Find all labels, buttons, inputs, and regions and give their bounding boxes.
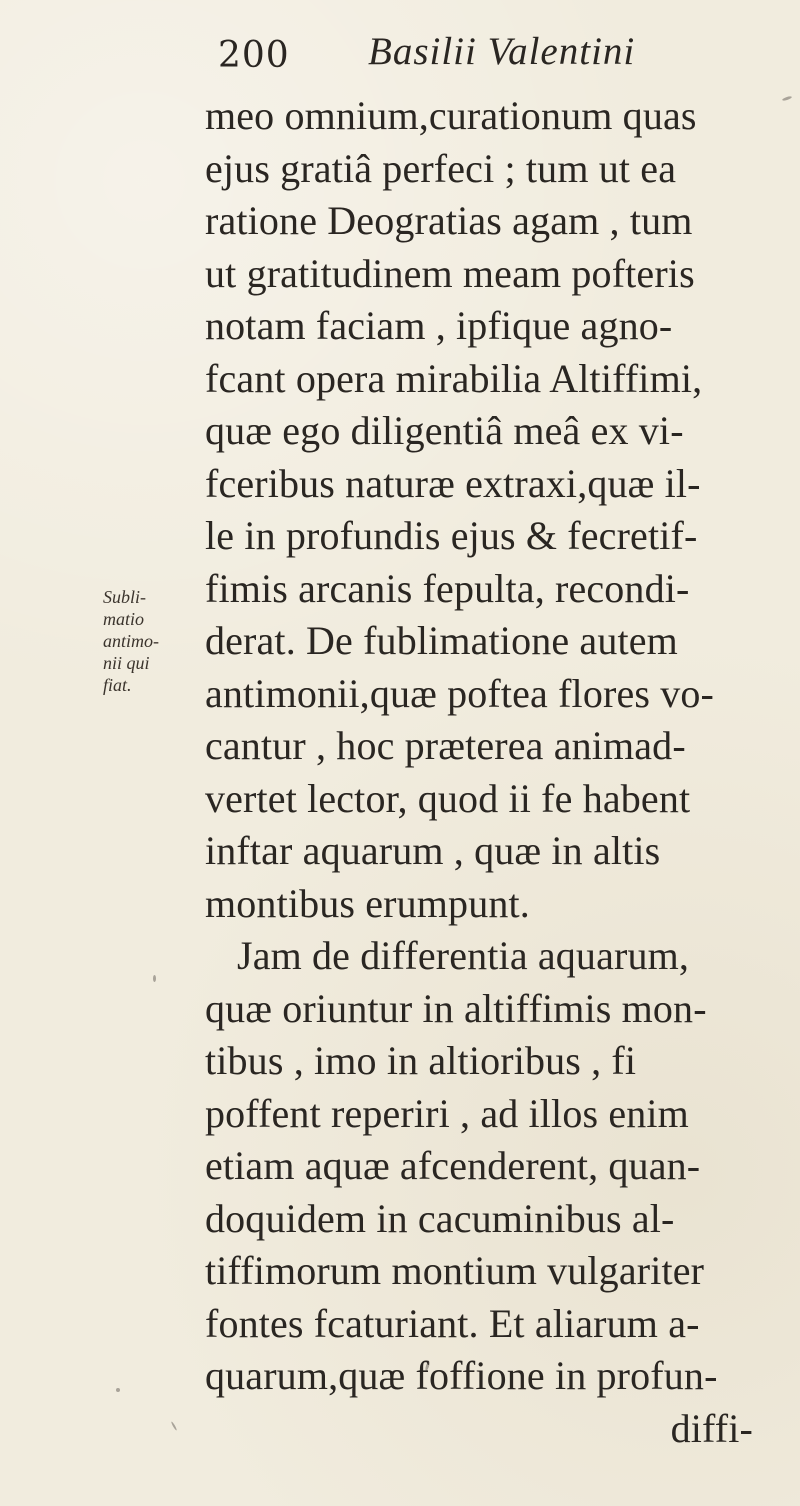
text-line: doquidem in cacuminibus al- <box>205 1195 675 1241</box>
text-line: quæ oriuntur in altiffimis mon- <box>205 985 707 1031</box>
text-line: tiffimorum montium vulgariter <box>205 1248 705 1293</box>
text-line: inftar aquarum , quæ in altis <box>205 828 661 873</box>
text-line: derat. De fublimatione autem <box>205 618 678 663</box>
text-line: montibus erumpunt. <box>205 880 530 926</box>
text-line: vertet lector, quod ii fe habent <box>205 775 691 821</box>
marginal-note-line: nii qui <box>103 653 150 673</box>
text-line: quæ ego diligentiâ meâ ex vi- <box>205 408 684 453</box>
text-line: meo omnium,curationum quas <box>205 93 697 138</box>
text-line: fimis arcanis fepulta, recondi- <box>205 565 690 611</box>
paper-speck <box>116 1388 120 1392</box>
paper-speck <box>153 975 156 982</box>
marginal-note-line: fiat. <box>103 675 132 695</box>
text-line: fceribus naturæ extraxi,quæ il- <box>205 460 701 506</box>
text-line: antimonii,quæ poftea flores vo- <box>205 670 714 716</box>
catchword: diffi- <box>670 1405 753 1451</box>
marginal-note <box>103 586 203 696</box>
body-text <box>205 90 795 1455</box>
marginal-note-line: Subli- <box>103 587 146 607</box>
text-line: ejus gratiâ perfeci ; tum ut ea <box>205 145 677 191</box>
marginal-note-line: antimo- <box>103 631 159 651</box>
text-line: fcant opera mirabilia Altiffimi, <box>205 355 703 401</box>
text-line: tibus , imo in altioribus , fi <box>205 1038 637 1083</box>
text-line: le in profundis ejus & fecretif- <box>205 513 698 558</box>
marginal-note-line: matio <box>103 609 145 629</box>
text-line: Jam de differentia aquarum, <box>237 933 690 978</box>
text-line: ratione Deogratias agam , tum <box>205 198 693 243</box>
text-line: notam faciam , ipfique agno- <box>205 303 673 348</box>
text-line: fontes fcaturiant. Et aliarum a- <box>205 1300 700 1346</box>
text-line: quarum,quæ foffione in profun- <box>205 1353 718 1398</box>
running-head <box>218 26 718 86</box>
page-number: 200 <box>218 35 290 76</box>
text-line: poffent reperiri , ad illos enim <box>205 1090 689 1136</box>
text-line: ut gratitudinem meam pofteris <box>205 250 695 296</box>
paper-speck <box>171 1421 178 1431</box>
running-title: Basilii Valentini <box>368 30 636 73</box>
text-line: etiam aquæ afcenderent, quan- <box>205 1143 701 1188</box>
text-line: cantur , hoc præterea animad- <box>205 723 686 768</box>
